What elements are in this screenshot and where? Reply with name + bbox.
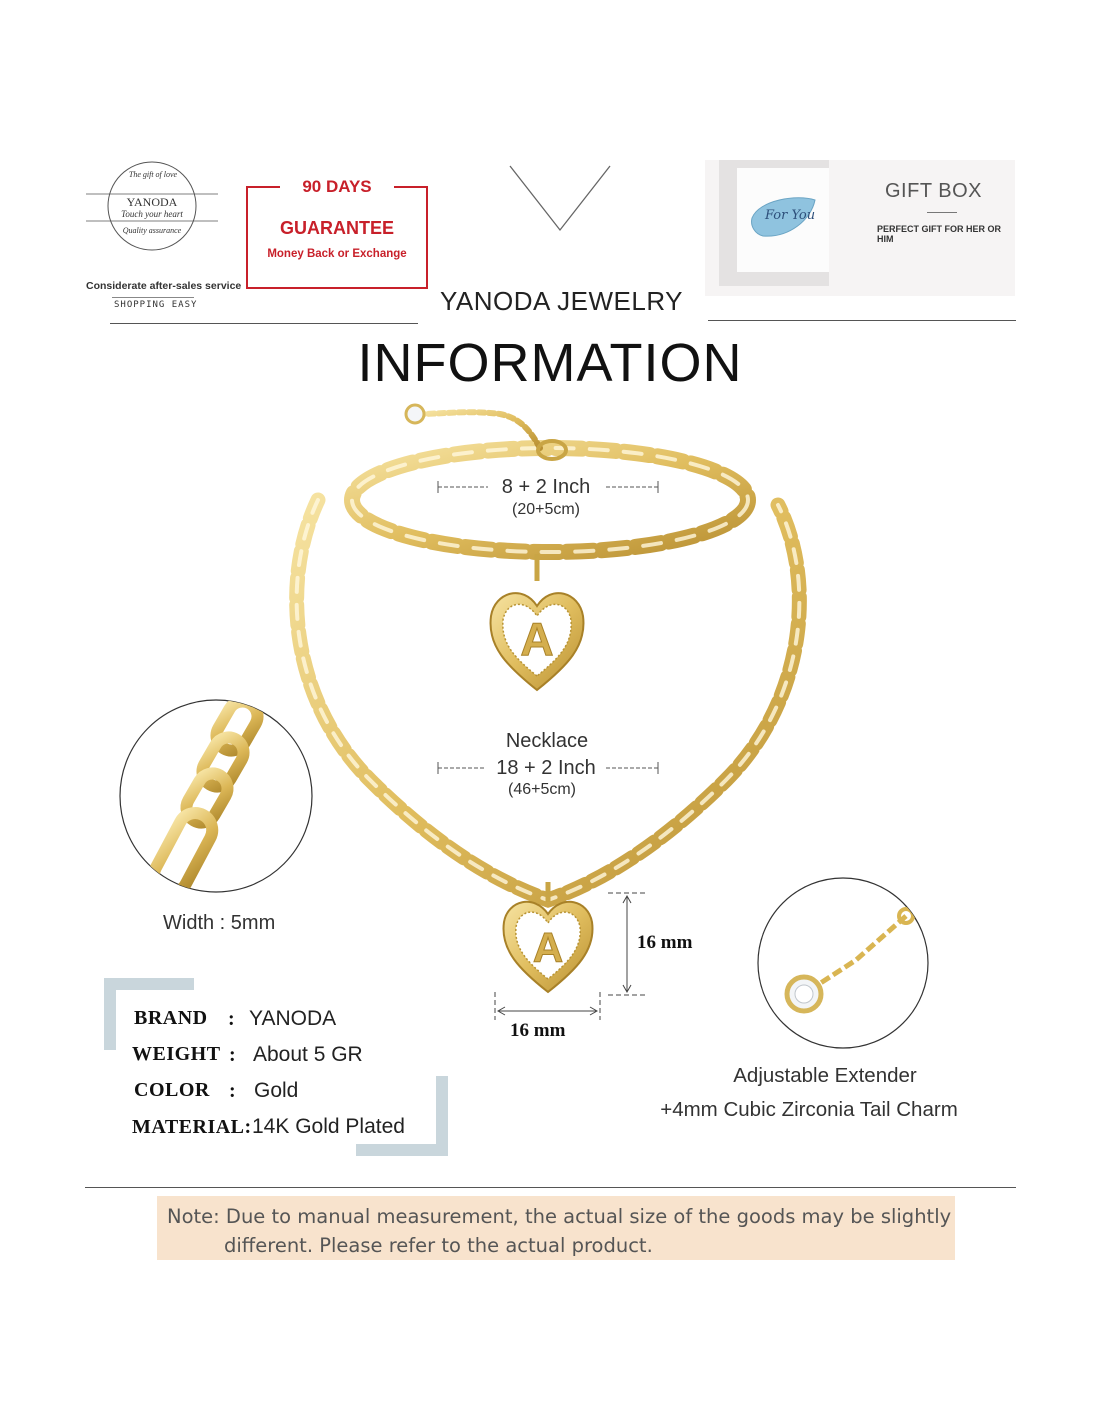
note-box	[157, 1196, 955, 1260]
necklace-size-cm: (46+5cm)	[507, 781, 577, 798]
seal-word-of: of	[155, 170, 162, 179]
page-title: INFORMATION	[357, 333, 743, 393]
spec-label: MATERIAL:	[132, 1116, 252, 1138]
seal-word-love: love	[163, 170, 178, 179]
pendant-height: 16 mm	[637, 932, 693, 953]
seal-word-gift: gift	[142, 170, 154, 179]
chain-closeup-icon	[118, 698, 318, 898]
necklace-size: 18 + 2 Inch	[496, 757, 596, 779]
guarantee-badge	[246, 177, 428, 289]
guarantee-label: GUARANTEE	[279, 218, 394, 238]
extender-closeup-icon	[756, 876, 932, 1052]
spec-label: BRAND	[134, 1007, 208, 1029]
necklace-chain	[297, 500, 800, 900]
seal-tagline: Touch your heart	[121, 209, 183, 219]
chevron-down-icon	[508, 164, 612, 232]
spec-value: About 5 GR	[253, 1043, 363, 1066]
width-label: Width : 5mm	[163, 912, 276, 934]
extender-line1: Adjustable Extender	[733, 1064, 917, 1087]
after-sales-service: Considerate after-sales service	[86, 280, 242, 292]
bracelet-size-cm: (20+5cm)	[511, 501, 581, 518]
spec-label: WEIGHT	[132, 1043, 221, 1065]
seal-word-the: The	[128, 170, 141, 179]
spec-sep: :	[229, 1044, 237, 1066]
seal-name: YANODA	[126, 195, 178, 209]
necklace-pendant-letter: A	[532, 924, 564, 971]
bracelet-pendant-letter: A	[520, 613, 554, 665]
guarantee-sub: Money Back or Exchange	[267, 248, 407, 260]
guarantee-days: 90 DAYS	[302, 177, 372, 196]
spec-row-brand	[134, 1007, 208, 1030]
service-divider	[112, 297, 194, 298]
bracelet-crystal-icon	[406, 405, 424, 423]
gift-card-text: For You	[765, 208, 816, 223]
note-line1: Note: Due to manual measurement, the actual size of the goods may be slightly	[167, 1205, 952, 1228]
necklace-label: Necklace	[505, 730, 589, 752]
footer-rule	[85, 1187, 1016, 1188]
seal-quality: Quality assurance	[122, 226, 182, 235]
brand-header: YANODA JEWELRY	[440, 286, 683, 316]
gift-box-subtitle: PERFECT GIFT FOR HER OR HIM	[877, 224, 1002, 244]
gift-box-title: GIFT BOX	[885, 180, 982, 202]
spec-sep: :	[228, 1008, 236, 1030]
note-line2: different. Please refer to the actual product.	[224, 1234, 653, 1257]
gift-card-icon	[719, 160, 834, 288]
note-text	[167, 1202, 951, 1260]
spec-value: YANODA	[249, 1007, 337, 1030]
spec-value: Gold	[254, 1079, 299, 1102]
shopping-easy: SHOPPING EASY	[114, 300, 198, 310]
header-rule-left	[110, 323, 418, 324]
pendant-width: 16 mm	[510, 1020, 566, 1041]
gift-box-divider	[927, 212, 957, 213]
seal-words	[118, 170, 188, 179]
extender-line2: +4mm Cubic Zirconia Tail Charm	[660, 1098, 958, 1121]
header-rule-right	[708, 320, 1016, 321]
spec-sep: :	[229, 1080, 237, 1102]
spec-value: 14K Gold Plated	[252, 1115, 405, 1138]
spec-label: COLOR	[134, 1079, 210, 1101]
gift-box-banner	[705, 160, 1015, 296]
bracelet-size: 8 + 2 Inch	[501, 476, 591, 498]
pendant-width-dimension	[495, 992, 600, 1020]
